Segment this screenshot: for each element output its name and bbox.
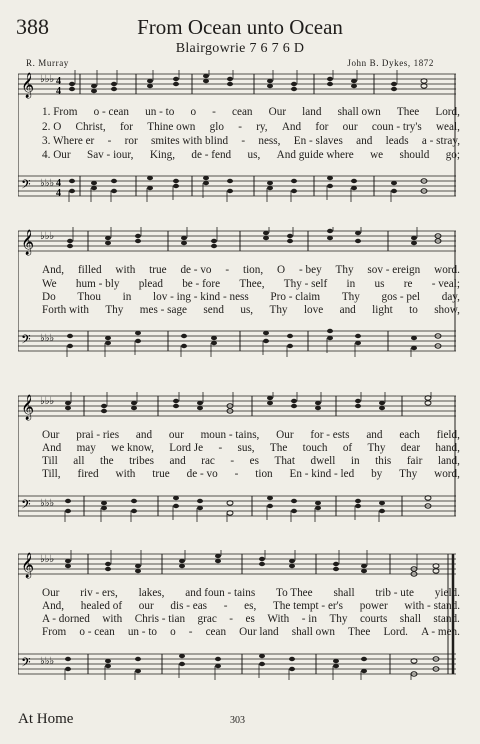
lyric-syllable: light	[372, 304, 393, 316]
lyric-syllable: prai - ries	[76, 429, 120, 441]
lyric-syllable: with	[115, 264, 136, 276]
lyric-syllable: mes - sage	[139, 304, 188, 316]
lyric-syllable: Thy	[341, 291, 360, 303]
lyric-syllable: Thy	[269, 304, 288, 316]
lyric-syllable: es	[249, 455, 259, 467]
lyric-syllable: Sav - iour,	[86, 149, 134, 161]
tune-name-meter: Blairgowrie 7 6 7 6 D	[175, 41, 305, 56]
lyric-syllable: glo	[209, 121, 224, 133]
lyric-line-verse-4	[42, 149, 460, 162]
section-label: At Home	[18, 711, 74, 727]
lyric-syllable: Chris - tian	[134, 613, 186, 625]
lyric-syllable: -	[218, 442, 223, 454]
lyric-syllable: for	[119, 121, 133, 133]
lyric-syllable: and	[135, 429, 153, 441]
lyric-syllable: And,	[42, 600, 65, 612]
lyric-syllable: cean	[205, 626, 227, 638]
lyric-line-verse-4	[42, 626, 460, 639]
lyric-syllable: with - stand.	[404, 600, 460, 612]
lyric-syllable: And,	[42, 264, 65, 276]
lyric-syllable: shall	[399, 613, 421, 625]
lyric-syllable: cean	[232, 106, 253, 118]
lyric-syllable: Till,	[42, 468, 61, 480]
lyric-syllable: the	[99, 455, 114, 467]
time-signature-icon: 4	[56, 76, 61, 87]
lyric-syllable: ness,	[258, 135, 281, 147]
lyric-line-verse-3	[42, 135, 460, 148]
lyric-syllable: -	[241, 135, 246, 147]
lyric-syllable: lov - ing - kind - ness	[153, 291, 249, 303]
lyric-syllable: Lord.	[383, 626, 408, 638]
lyric-syllable: our	[342, 121, 358, 133]
key-signature-icon: ♭♭♭	[40, 498, 55, 509]
lyric-syllable: our	[138, 600, 154, 612]
lyric-line-verse-3	[42, 291, 460, 304]
lyric-syllable: moun - tains,	[200, 429, 260, 441]
lyric-syllable: O	[277, 264, 286, 276]
lyric-line-verse-2	[42, 442, 460, 455]
bass-clef-icon: 𝄢	[21, 179, 31, 195]
lyric-syllable: Thy - self	[283, 278, 328, 290]
lyric-syllable: o - cean	[93, 106, 129, 118]
lyric-syllable: for - ests	[310, 429, 350, 441]
music-credit: John B. Dykes, 1872	[347, 58, 434, 68]
lyric-syllable: Our	[42, 587, 60, 599]
key-signature-icon: ♭♭♭	[40, 231, 55, 242]
lyric-syllable: - bey	[298, 264, 322, 276]
lyric-syllable: Lord Je	[169, 442, 204, 454]
hymn-title: From Ocean unto Ocean	[137, 15, 343, 39]
lyric-syllable: With	[267, 613, 290, 625]
treble-clef-icon: 𝄞	[21, 72, 35, 97]
lyric-syllable: Christ,	[75, 121, 106, 133]
lyric-syllable: send	[203, 304, 224, 316]
treble-staff	[18, 74, 456, 94]
lyric-line-verse-1	[42, 106, 460, 119]
lyric-syllable: rac	[201, 455, 215, 467]
lyric-syllable: land	[302, 106, 322, 118]
lyric-syllable: tribes	[129, 455, 155, 467]
lyric-syllable: From	[42, 626, 67, 638]
lyric-syllable: we	[370, 149, 384, 161]
treble-clef-icon: 𝄞	[21, 552, 35, 577]
lyric-syllable: A - dorned	[42, 613, 90, 625]
lyric-syllable: filled	[77, 264, 102, 276]
lyric-line-verse-2	[42, 600, 460, 613]
lyric-syllable: us,	[240, 304, 254, 316]
lyric-syllable: -	[229, 613, 234, 625]
lyric-syllable: 2. O	[42, 121, 62, 133]
lyric-syllable: fired	[77, 468, 99, 480]
lyric-syllable: un - to	[145, 106, 175, 118]
lyric-syllable: in	[122, 291, 132, 303]
lyric-syllable: The tempt - er's	[272, 600, 344, 612]
lyric-syllable: tion,	[242, 264, 264, 276]
lyric-syllable: -	[188, 626, 193, 638]
lyric-syllable: Our	[268, 106, 287, 118]
lyric-syllable: a - stray,	[421, 135, 460, 147]
lyric-syllable: -	[230, 455, 235, 467]
lyric-syllable: Thee	[348, 626, 371, 638]
lyric-syllable: weal,	[435, 121, 460, 133]
lyric-syllable: Our	[276, 429, 294, 441]
bass-clef-icon: 𝄢	[21, 334, 31, 350]
key-signature-icon: ♭♭♭	[40, 333, 55, 344]
lyric-line-verse-3	[42, 455, 460, 468]
lyric-syllable: sus,	[237, 442, 255, 454]
lyric-syllable: Till	[42, 455, 58, 467]
music-system-4	[18, 550, 460, 680]
lyric-syllable: yield.	[434, 587, 460, 599]
treble-clef-icon: 𝄞	[21, 229, 35, 254]
lyric-line-verse-4	[42, 304, 460, 317]
lyric-syllable: -	[225, 264, 230, 276]
lyric-syllable: trib - ute	[375, 587, 414, 599]
lyric-syllable: sov - ereign	[367, 264, 421, 276]
lyric-syllable: And	[281, 121, 302, 133]
lyric-syllable: King,	[149, 149, 175, 161]
lyric-syllable: with	[102, 613, 123, 625]
lyric-syllable: should	[399, 149, 430, 161]
bass-clef-icon: 𝄢	[21, 499, 31, 515]
lyric-syllable: all	[73, 455, 85, 467]
lyric-syllable: healed of	[80, 600, 123, 612]
lyric-syllable: shall own	[337, 106, 381, 118]
lyric-syllable: riv - ers,	[80, 587, 118, 599]
lyric-syllable: ry,	[256, 121, 268, 133]
lyric-syllable: word.	[434, 264, 460, 276]
lyric-line-verse-1	[42, 264, 460, 277]
lyric-syllable: our	[168, 429, 184, 441]
lyric-syllable: de - vo	[180, 264, 212, 276]
lyric-syllable: for	[315, 121, 329, 133]
lyric-syllable: -	[107, 135, 112, 147]
key-signature-icon: ♭♭♭	[40, 554, 55, 565]
page-number: 303	[230, 715, 245, 726]
lyric-syllable: Thy	[399, 468, 418, 480]
key-signature-icon: ♭♭♭	[40, 74, 55, 85]
lyric-syllable: tion	[255, 468, 273, 480]
lyric-syllable: un - to	[127, 626, 158, 638]
lyric-syllable: es	[245, 613, 255, 625]
lyric-syllable: stand.	[433, 613, 460, 625]
lyric-syllable: hum - bly	[75, 278, 120, 290]
lyric-syllable: That	[274, 455, 296, 467]
lyric-line-verse-4	[42, 468, 460, 481]
lyric-syllable: Lord,	[435, 106, 460, 118]
lyric-syllable: Our land	[239, 626, 279, 638]
lyric-syllable: to	[409, 304, 418, 316]
lyric-syllable: shall	[333, 587, 355, 599]
lyric-syllable: Thee,	[239, 278, 265, 290]
lyric-line-verse-2	[42, 278, 460, 291]
lyric-syllable: be - fore	[182, 278, 221, 290]
lyric-syllable: gos - pel	[381, 291, 421, 303]
lyric-syllable: and	[169, 455, 186, 467]
lyric-syllable: de - fend	[191, 149, 232, 161]
lyric-syllable: by	[371, 468, 383, 480]
lyric-syllable: love	[303, 304, 324, 316]
lyric-line-verse-3	[42, 613, 460, 626]
lyric-syllable: true	[149, 264, 167, 276]
lyric-syllable: in	[346, 278, 356, 290]
lyric-syllable: in	[350, 455, 360, 467]
lyric-syllable: we know,	[111, 442, 154, 454]
lyric-syllable: of	[342, 442, 353, 454]
lyric-syllable: field,	[436, 429, 460, 441]
lyric-syllable: Thy	[335, 264, 354, 276]
lyric-syllable: word,	[434, 468, 460, 480]
lyric-syllable: -	[223, 600, 228, 612]
bass-staff	[18, 331, 456, 351]
lyric-line-verse-1	[42, 429, 460, 442]
lyric-syllable: Forth with	[42, 304, 89, 316]
lyric-syllable: day,	[441, 291, 460, 303]
lyric-syllable: Thine own	[147, 121, 196, 133]
hymn-number: 388	[16, 14, 49, 39]
bass-clef-icon: 𝄢	[21, 657, 31, 673]
lyric-syllable: 3. Where er	[42, 135, 95, 147]
lyric-syllable: Do	[42, 291, 56, 303]
bass-staff	[18, 176, 456, 196]
lyric-syllable: and	[356, 135, 373, 147]
lyric-syllable: with	[115, 468, 136, 480]
lyric-syllable: es,	[244, 600, 257, 612]
lyric-syllable: And	[42, 442, 62, 454]
lyric-syllable: coun - try's	[371, 121, 422, 133]
lyric-syllable: show,	[434, 304, 460, 316]
lyric-syllable: re	[403, 278, 413, 290]
lyric-syllable: - in	[301, 613, 317, 625]
lyric-syllable: this	[375, 455, 392, 467]
lyric-syllable: power	[359, 600, 388, 612]
lyric-syllable: dwell	[310, 455, 336, 467]
lyric-syllable: true	[152, 468, 170, 480]
lyric-syllable: smites with blind	[150, 135, 229, 147]
lyric-syllable: and foun - tains	[185, 587, 256, 599]
lyric-syllable: En - kind - led	[289, 468, 355, 480]
lyric-syllable: each	[399, 429, 420, 441]
lyric-syllable: Thou	[77, 291, 101, 303]
lyric-syllable: o	[190, 106, 197, 118]
lyric-syllable: En - slaves	[293, 135, 343, 147]
lyric-syllable: 1. From	[42, 106, 78, 118]
lyric-syllable: plead	[138, 278, 163, 290]
time-signature-icon: 4	[56, 178, 61, 189]
lyric-syllable: touch	[302, 442, 328, 454]
lyric-syllable: Thy	[367, 442, 386, 454]
lyric-syllable: Our	[42, 429, 60, 441]
music-system-1	[18, 70, 460, 202]
lyric-syllable: We	[42, 278, 57, 290]
lyric-syllable: grac	[197, 613, 217, 625]
lyric-syllable: And guide where	[276, 149, 354, 161]
lyric-line-verse-1	[42, 587, 460, 600]
lyric-syllable: Thee	[396, 106, 420, 118]
lyric-syllable: - veal;	[431, 278, 460, 290]
lyric-syllable: o - cean	[79, 626, 115, 638]
lyric-syllable: de - vo	[186, 468, 218, 480]
lyric-syllable: To Thee	[276, 587, 313, 599]
lyric-syllable: dis - eas	[170, 600, 208, 612]
time-signature-icon: 4	[56, 86, 61, 97]
lyric-syllable: may	[76, 442, 96, 454]
lyric-syllable: ror	[124, 135, 138, 147]
lyric-syllable: and	[366, 429, 383, 441]
lyric-syllable: dear	[400, 442, 421, 454]
lyric-syllable: Thy	[329, 613, 348, 625]
lyric-syllable: A - men.	[421, 626, 460, 638]
lyric-syllable: The	[269, 442, 288, 454]
treble-clef-icon: 𝄞	[21, 394, 35, 419]
lyric-syllable: lakes,	[138, 587, 165, 599]
lyric-syllable: -	[234, 468, 239, 480]
lyric-syllable: leads	[385, 135, 409, 147]
lyric-line-verse-2	[42, 121, 460, 134]
lyric-syllable: courts	[359, 613, 388, 625]
lyric-syllable: Pro - claim	[270, 291, 321, 303]
lyric-syllable: fair	[406, 455, 423, 467]
lyric-syllable: 4. Our	[42, 149, 71, 161]
lyric-syllable: go;	[445, 149, 460, 161]
music-system-2	[18, 227, 460, 357]
lyric-syllable: -	[212, 106, 216, 118]
lyric-syllable: and	[339, 304, 356, 316]
lyric-syllable: Thy	[105, 304, 124, 316]
key-signature-icon: ♭♭♭	[40, 396, 55, 407]
time-signature-icon: 4	[56, 188, 61, 199]
treble-staff	[18, 231, 456, 251]
key-signature-icon: ♭♭♭	[40, 178, 55, 189]
lyric-syllable: -	[238, 121, 242, 133]
words-credit: R. Murray	[26, 58, 69, 68]
lyric-syllable: o	[170, 626, 176, 638]
lyric-syllable: land,	[437, 455, 460, 467]
lyric-syllable: hand,	[435, 442, 460, 454]
lyric-syllable: shall own	[291, 626, 335, 638]
music-system-3	[18, 392, 460, 522]
key-signature-icon: ♭♭♭	[40, 656, 55, 667]
lyric-syllable: us,	[247, 149, 261, 161]
lyric-syllable: us	[374, 278, 385, 290]
